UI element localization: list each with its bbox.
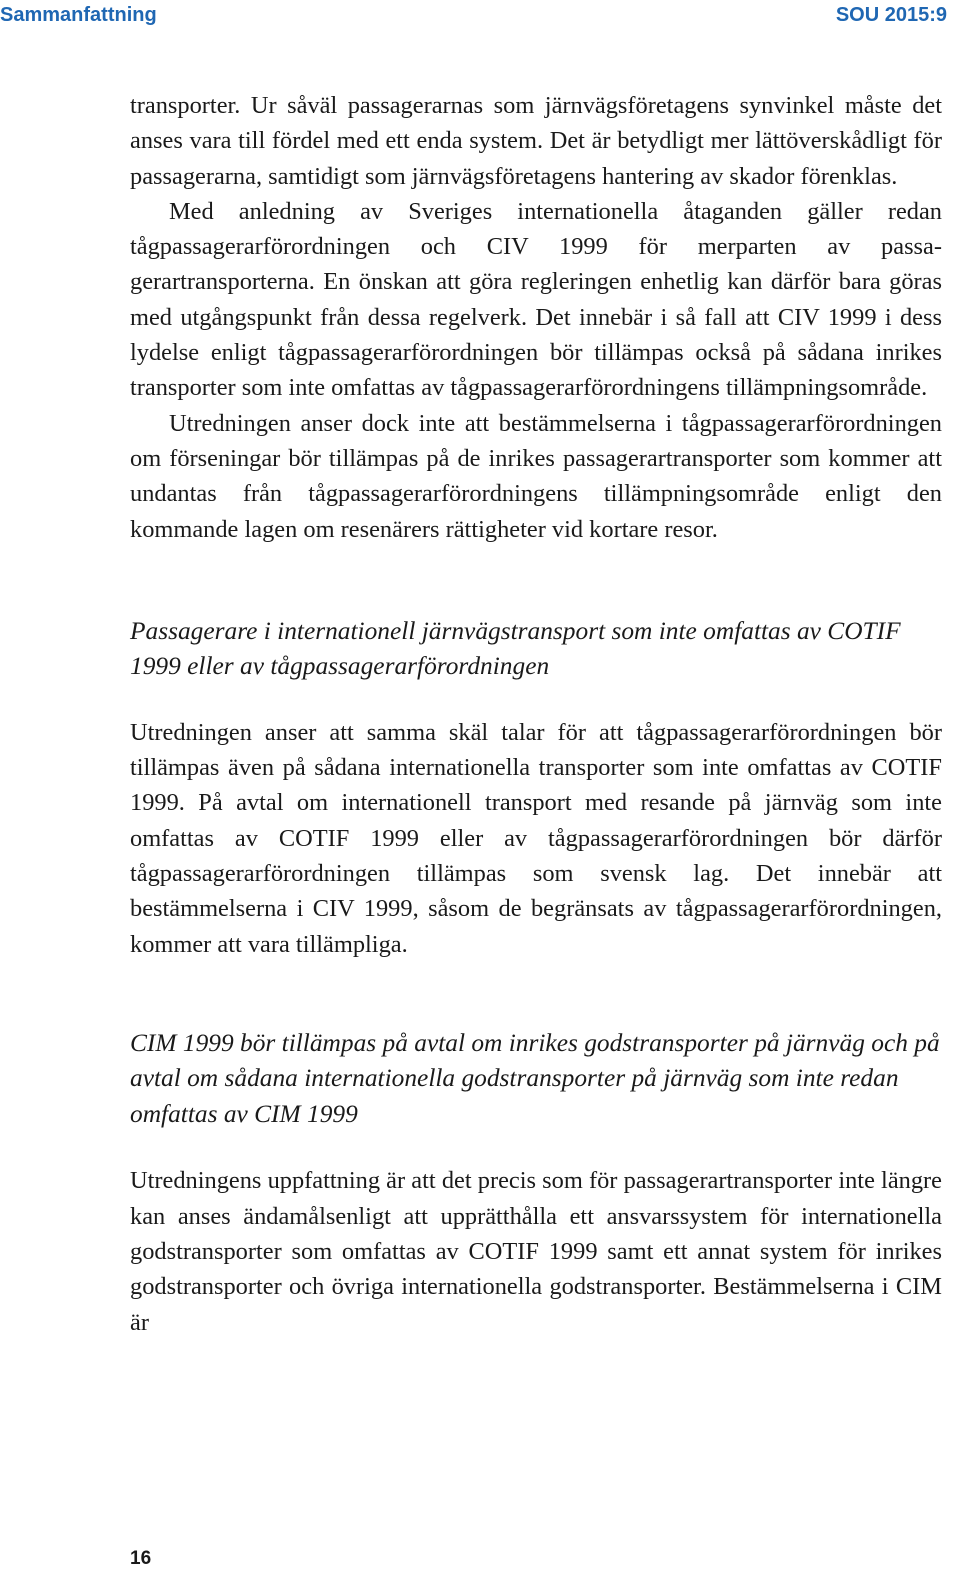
section-heading: CIM 1999 bör tillämpas på avtal om inrikes godstransporter på järnväg och på avtal om sådana internationella godstransporter på järnväg som inte redan omfattas av CIM 1999 (130, 1028, 940, 1128)
paragraph: Utredningen anser att samma skäl talar för att tågpassagerarförordningen bör tillämpas även på sådana internationella transporter som inte omfattas av COTIF 1999. På avtal om internationell transport med resande på järnväg som inte omfattas av COTIF 1999 eller av tågpassagerarförordningen bör därför tågpassagerarförordningen tillämpas som svensk lag. Det innebär att bestämmelserna i CIV 1999, såsom de begränsats av tågpassagerarförordningen, kommer att vara tillämpliga. (130, 718, 942, 958)
page-header (0, 0, 960, 34)
page-number: 16 (130, 1548, 152, 1569)
paragraph: Med anledning av Sveriges internationella åtaganden gäller redan tågpassagerarförordningen och CIV 1999 för merparten av passagerartransporterna. En önskan att göra regleringen enhetlig kan därför bara göras med utgångspunkt från dessa regelverk. Det innebär i så fall att CIV 1999 i dess lydelse enligt tågpassagerarförordningen bör tillämpas också på sådana inrikes transporter som inte omfattas av tågpassagerarförordningens tillämpningsområde. (130, 197, 942, 402)
section-heading: Passagerare i internationell järnvägstransport som inte omfattas av COTIF 1999 eller av tågpassagerarförordningen (130, 616, 901, 681)
paragraph: transporter. Ur såväl passagerarnas som järnvägsföretagens synvinkel måste det anses vara till fördel med ett enda system. Det är betydligt mer lättöverskådligt för passagerarna, samtidigt som järnvägsföretagens hantering av skador förenklas. (130, 92, 942, 190)
paragraph: Utredningens uppfattning är att det precis som för passagerartransporter inte längre kan anses ändamålsenligt att upprätthålla ett ansvarssystem för internationella godstransporter som omfattas av COTIF 1999 samt ett annat system för inrikes godstransporter och övriga internationella godstransporter. Bestämmelserna i CIM är (130, 1167, 942, 1336)
section-title: Sammanfattning (0, 4, 157, 26)
report-id: SOU 2015:9 (835, 4, 947, 26)
document-body (130, 88, 942, 1340)
paragraph: Utredningen anser dock inte att bestämmelserna i tågpassagerarförordningen om förseningar bör tillämpas på de inrikes passagerartransporter som kommer att undantas från tågpassagerarförordningens tillämpningsområde enligt den kommande lagen om resenärers rättigheter vid kortare resor. (130, 409, 942, 543)
